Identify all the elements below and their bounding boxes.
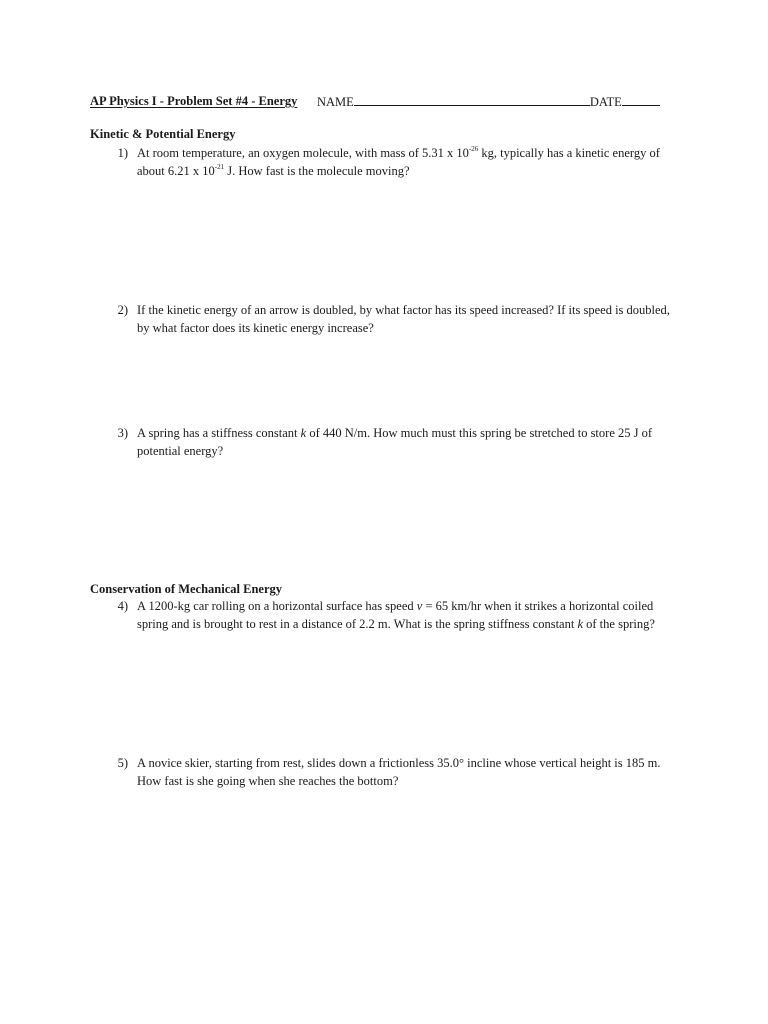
exponent: -21: [214, 162, 225, 171]
problem-text: [137, 754, 682, 790]
problem-number: 2): [117, 303, 128, 317]
problem-text: [137, 144, 682, 180]
text-run: J. How fast is the molecule moving?: [224, 164, 410, 178]
problem-number: 1): [117, 146, 128, 160]
section-heading-kinetic-potential: Kinetic & Potential Energy: [90, 127, 236, 141]
problem-line: [137, 615, 682, 633]
text-run: kg, typically has a kinetic energy of: [478, 146, 660, 160]
section-heading-conservation: Conservation of Mechanical Energy: [90, 582, 282, 596]
problem-line: potential energy?: [137, 444, 224, 458]
problem-number: 3): [117, 426, 128, 440]
problem-number: 5): [117, 756, 128, 770]
date-label: DATE: [589, 95, 622, 109]
problem-line: [137, 597, 682, 615]
worksheet-title: AP Physics I - Problem Set #4 - Energy: [90, 94, 298, 108]
problem-text: [137, 597, 682, 633]
name-date-fields: [317, 92, 660, 111]
problem-line: by what factor does its kinetic energy increase?: [137, 321, 374, 335]
exponent: -26: [468, 144, 479, 153]
problem-line: If the kinetic energy of an arrow is doubled, by what factor has its speed increased? If its speed is doubled,: [137, 303, 670, 317]
problem-line: [137, 424, 682, 442]
text-run: spring and is brought to rest in a distance of 2.2 m. What is the spring stiffness constant: [137, 617, 578, 631]
date-blank[interactable]: [622, 92, 660, 106]
header-line: [90, 92, 690, 110]
text-run: about 6.21 x 10: [137, 164, 215, 178]
name-label: NAME: [317, 95, 354, 109]
variable-k: k: [300, 426, 307, 440]
problem-line: [137, 144, 682, 162]
problem-line: [137, 162, 682, 180]
problem-text: [137, 424, 682, 460]
text-run: At room temperature, an oxygen molecule, with mass of 5.31 x 10: [137, 146, 469, 160]
problem-text: [137, 301, 682, 337]
variable-k: k: [577, 617, 584, 631]
name-blank[interactable]: [354, 92, 590, 106]
text-run: of 440 N/m. How much must this spring be stretched to store 25 J of: [306, 426, 653, 440]
text-run: A spring has a stiffness constant: [137, 426, 301, 440]
variable-v: v: [416, 599, 423, 613]
text-run: of the spring?: [583, 617, 655, 631]
text-run: A 1200-kg car rolling on a horizontal surface has speed: [137, 599, 417, 613]
text-run: = 65 km/hr when it strikes a horizontal coiled: [422, 599, 654, 613]
problem-line: A novice skier, starting from rest, slides down a frictionless 35.0° incline whose vertical height is 185 m.: [137, 756, 661, 770]
problem-line: How fast is she going when she reaches the bottom?: [137, 774, 399, 788]
problem-number: 4): [117, 599, 128, 613]
